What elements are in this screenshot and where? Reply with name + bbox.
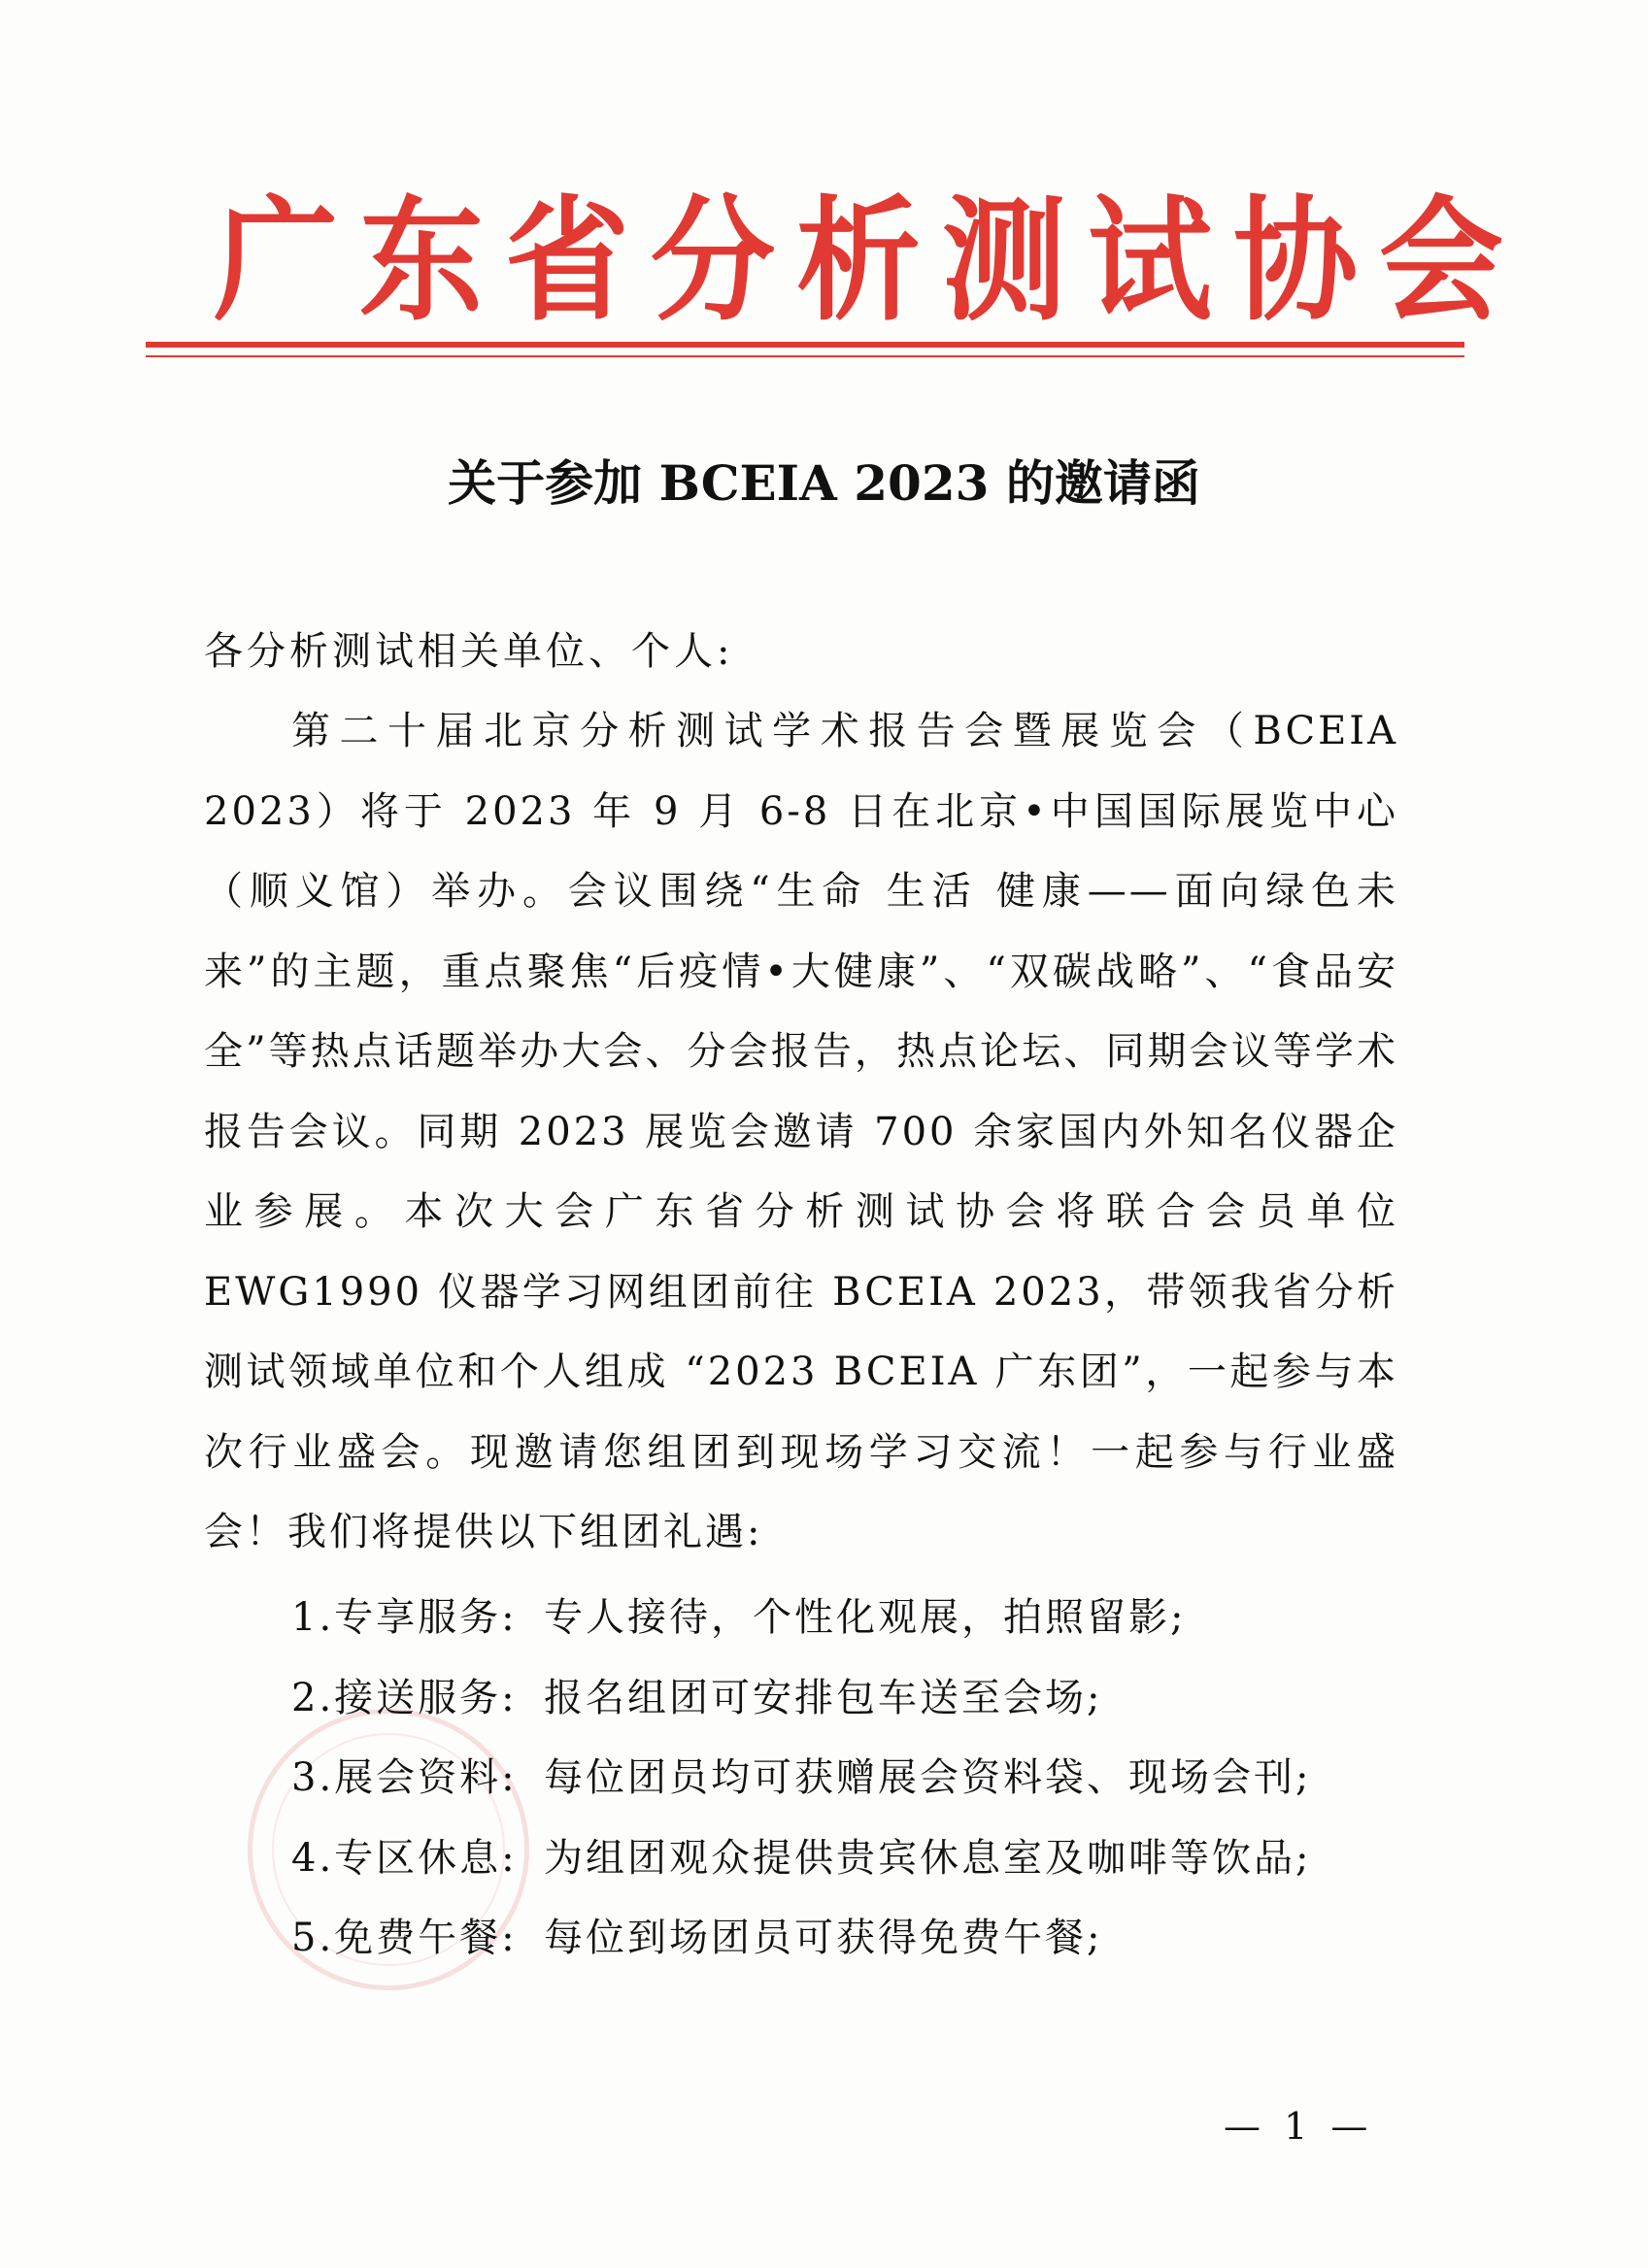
benefit-label: 1.专享服务: [291, 1595, 518, 1640]
benefit-item [291, 1898, 1311, 1979]
benefit-text: 为组团观众提供贵宾休息室及咖啡等饮品; [544, 1835, 1312, 1881]
benefit-text: 每位到场团员可获得免费午餐; [544, 1916, 1103, 1960]
page-number: — 1 — [1224, 2105, 1374, 2148]
benefit-label: 2.接送服务: [291, 1675, 518, 1720]
benefit-label: 5.免费午餐: [291, 1916, 518, 1960]
document-title: 关于参加 BCEIA 2023 的邀请函 [448, 454, 1200, 512]
letterhead-organization-name: 广东省分析测试协会 [214, 183, 1526, 340]
benefit-item [291, 1818, 1311, 1899]
benefit-text: 每位团员均可获赠展会资料袋、现场会刊; [544, 1755, 1312, 1800]
benefits-list [291, 1578, 1311, 1979]
benefit-item [291, 1658, 1311, 1739]
benefit-text: 报名组团可安排包车送至会场; [544, 1675, 1103, 1720]
benefit-label: 3.展会资料: [291, 1755, 518, 1800]
salutation: 各分析测试相关单位、个人: [204, 629, 734, 674]
benefit-item [291, 1738, 1311, 1818]
benefit-text: 专人接待，个性化观展，拍照留影; [544, 1595, 1187, 1640]
benefit-item [291, 1578, 1311, 1658]
benefit-label: 4.专区休息: [291, 1835, 518, 1881]
letterhead-red-rule-thick [146, 342, 1464, 348]
body-paragraph: 第二十届北京分析测试学术报告会暨展览会（BCEIA 2023）将于 2023 年 9 月 6-8 日在北京•中国国际展览中心（顺义馆）举办。会议围绕“生命 生活 健康——面向绿色未来”的主题，重点聚焦“后疫情•大健康”、“双碳战略”、“食品安全”等热点话题举办大会、分会报告，热点论坛、同期会议等学术报告会议。同期 2023 展览会邀请 700 余家国内外知名仪器企业参展。本次大会广东省分析测试协会将联合会员单位 EWG1990 仪器学习网组团前往 BCEIA 2023，带领我省分析测试领域单位和个人组成 “2023 BCEIA 广东团”，一起参与本次行业盛会。现邀请您组团到现场学习交流！一起参与行业盛会！我们将提供以下组团礼遇: [204, 709, 1398, 1554]
letterhead-red-rule-thin [146, 355, 1464, 357]
